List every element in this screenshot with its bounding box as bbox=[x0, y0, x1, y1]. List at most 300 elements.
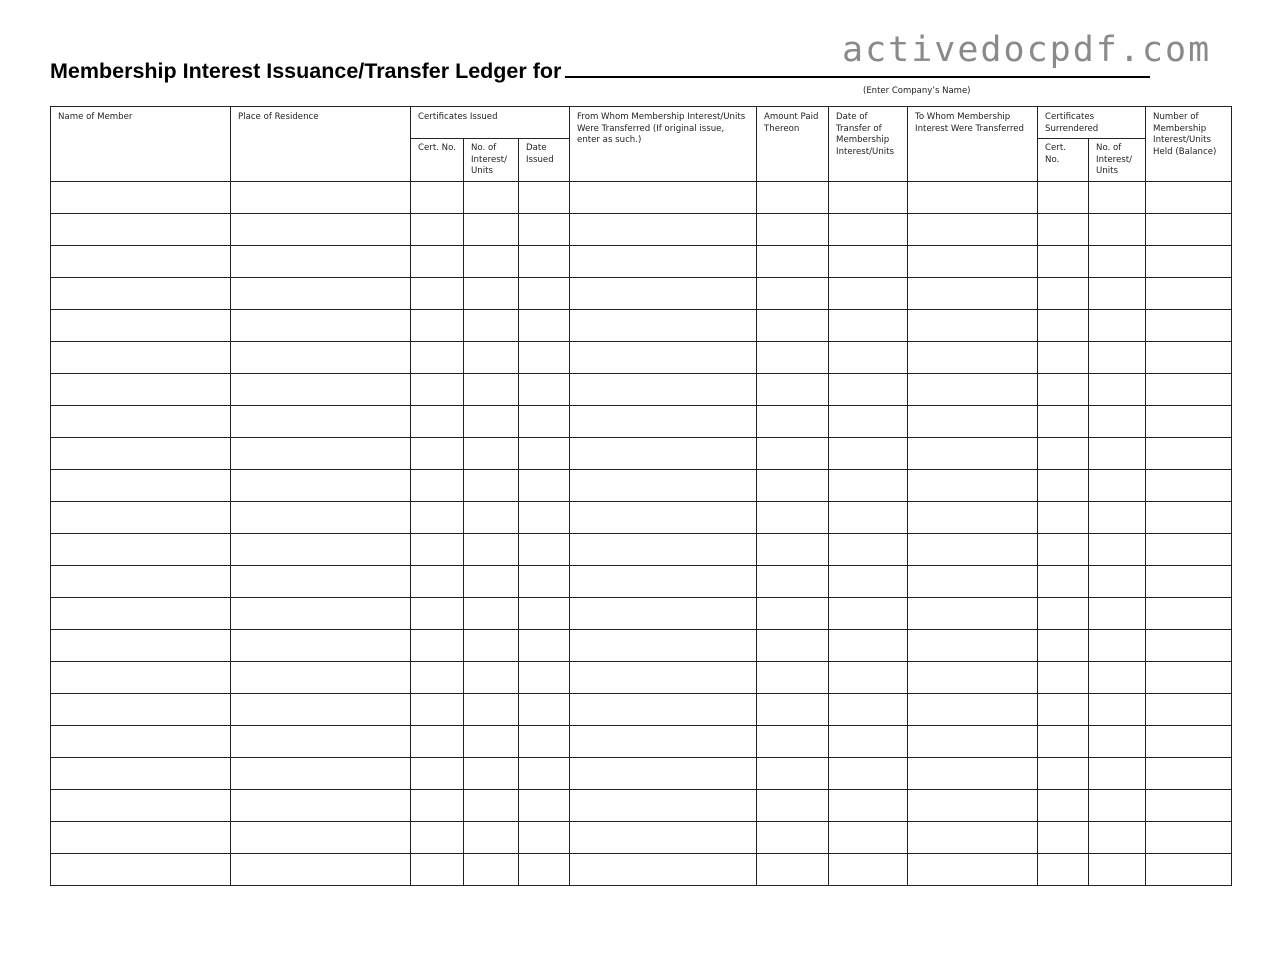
amount-paid-cell[interactable] bbox=[757, 373, 829, 405]
name-of-member-cell[interactable] bbox=[51, 853, 231, 885]
col-header-place-of-residence: Place of Residence bbox=[231, 107, 411, 182]
name-of-member-cell[interactable] bbox=[51, 469, 231, 501]
amount-paid-cell[interactable] bbox=[757, 821, 829, 853]
col-header-surrendered-cert-no: Cert. No. bbox=[1038, 139, 1089, 182]
place-of-residence-cell[interactable] bbox=[231, 533, 411, 565]
surrendered-cert-no-cell[interactable] bbox=[1038, 853, 1089, 885]
place-of-residence-cell[interactable] bbox=[231, 469, 411, 501]
place-of-residence-cell[interactable] bbox=[231, 181, 411, 213]
from-whom-cell[interactable] bbox=[570, 853, 757, 885]
date-of-transfer-cell[interactable] bbox=[829, 373, 908, 405]
name-of-member-cell[interactable] bbox=[51, 245, 231, 277]
ledger-row bbox=[51, 821, 1232, 853]
ledger-row bbox=[51, 757, 1232, 789]
date-issued-cell[interactable] bbox=[519, 277, 570, 309]
surrendered-cert-no-cell[interactable] bbox=[1038, 725, 1089, 757]
from-whom-cell[interactable] bbox=[570, 821, 757, 853]
name-of-member-cell[interactable] bbox=[51, 821, 231, 853]
balance-cell[interactable] bbox=[1146, 405, 1232, 437]
surrendered-no-of-interest-units-cell[interactable] bbox=[1089, 181, 1146, 213]
amount-paid-cell[interactable] bbox=[757, 597, 829, 629]
ledger-row bbox=[51, 373, 1232, 405]
name-of-member-cell[interactable] bbox=[51, 501, 231, 533]
ledger-row bbox=[51, 437, 1232, 469]
to-whom-cell[interactable] bbox=[908, 213, 1038, 245]
no-of-interest-units-cell[interactable] bbox=[464, 853, 519, 885]
cert-no-cell[interactable] bbox=[411, 789, 464, 821]
surrendered-no-of-interest-units-cell[interactable] bbox=[1089, 501, 1146, 533]
place-of-residence-cell[interactable] bbox=[231, 309, 411, 341]
amount-paid-cell[interactable] bbox=[757, 501, 829, 533]
no-of-interest-units-cell[interactable] bbox=[464, 437, 519, 469]
name-of-member-cell[interactable] bbox=[51, 757, 231, 789]
surrendered-no-of-interest-units-cell[interactable] bbox=[1089, 853, 1146, 885]
date-issued-cell[interactable] bbox=[519, 725, 570, 757]
no-of-interest-units-cell[interactable] bbox=[464, 565, 519, 597]
ledger-row bbox=[51, 501, 1232, 533]
place-of-residence-cell[interactable] bbox=[231, 277, 411, 309]
col-header-certificates-issued: Certificates Issued bbox=[411, 107, 570, 139]
col-header-surrendered-no-of-interest-units: No. of Interest/ Units bbox=[1089, 139, 1146, 182]
to-whom-cell[interactable] bbox=[908, 373, 1038, 405]
place-of-residence-cell[interactable] bbox=[231, 661, 411, 693]
name-of-member-cell[interactable] bbox=[51, 725, 231, 757]
from-whom-cell[interactable] bbox=[570, 405, 757, 437]
balance-cell[interactable] bbox=[1146, 661, 1232, 693]
date-issued-cell[interactable] bbox=[519, 437, 570, 469]
balance-cell[interactable] bbox=[1146, 757, 1232, 789]
col-header-certificates-surrendered: Certificates Surrendered bbox=[1038, 107, 1146, 139]
to-whom-cell[interactable] bbox=[908, 181, 1038, 213]
place-of-residence-cell[interactable] bbox=[231, 789, 411, 821]
from-whom-cell[interactable] bbox=[570, 789, 757, 821]
name-of-member-cell[interactable] bbox=[51, 213, 231, 245]
date-issued-cell[interactable] bbox=[519, 565, 570, 597]
surrendered-cert-no-cell[interactable] bbox=[1038, 789, 1089, 821]
place-of-residence-cell[interactable] bbox=[231, 565, 411, 597]
surrendered-no-of-interest-units-cell[interactable] bbox=[1089, 693, 1146, 725]
name-of-member-cell[interactable] bbox=[51, 661, 231, 693]
from-whom-cell[interactable] bbox=[570, 309, 757, 341]
cert-no-cell[interactable] bbox=[411, 245, 464, 277]
no-of-interest-units-cell[interactable] bbox=[464, 309, 519, 341]
place-of-residence-cell[interactable] bbox=[231, 373, 411, 405]
balance-cell[interactable] bbox=[1146, 469, 1232, 501]
to-whom-cell[interactable] bbox=[908, 405, 1038, 437]
cert-no-cell[interactable] bbox=[411, 213, 464, 245]
balance-cell[interactable] bbox=[1146, 341, 1232, 373]
company-name-hint: (Enter Company’s Name) bbox=[863, 86, 971, 96]
no-of-interest-units-cell[interactable] bbox=[464, 405, 519, 437]
from-whom-cell[interactable] bbox=[570, 757, 757, 789]
to-whom-cell[interactable] bbox=[908, 277, 1038, 309]
surrendered-cert-no-cell[interactable] bbox=[1038, 597, 1089, 629]
date-of-transfer-cell[interactable] bbox=[829, 309, 908, 341]
cert-no-cell[interactable] bbox=[411, 853, 464, 885]
ledger-row bbox=[51, 725, 1232, 757]
date-issued-cell[interactable] bbox=[519, 501, 570, 533]
from-whom-cell[interactable] bbox=[570, 693, 757, 725]
to-whom-cell[interactable] bbox=[908, 437, 1038, 469]
surrendered-no-of-interest-units-cell[interactable] bbox=[1089, 725, 1146, 757]
no-of-interest-units-cell[interactable] bbox=[464, 821, 519, 853]
name-of-member-cell[interactable] bbox=[51, 693, 231, 725]
amount-paid-cell[interactable] bbox=[757, 277, 829, 309]
col-header-name-of-member: Name of Member bbox=[51, 107, 231, 182]
surrendered-no-of-interest-units-cell[interactable] bbox=[1089, 533, 1146, 565]
ledger-row bbox=[51, 213, 1232, 245]
surrendered-cert-no-cell[interactable] bbox=[1038, 341, 1089, 373]
balance-cell[interactable] bbox=[1146, 789, 1232, 821]
no-of-interest-units-cell[interactable] bbox=[464, 757, 519, 789]
surrendered-no-of-interest-units-cell[interactable] bbox=[1089, 309, 1146, 341]
col-header-amount-paid: Amount Paid Thereon bbox=[757, 107, 829, 182]
to-whom-cell[interactable] bbox=[908, 693, 1038, 725]
no-of-interest-units-cell[interactable] bbox=[464, 181, 519, 213]
cert-no-cell[interactable] bbox=[411, 693, 464, 725]
amount-paid-cell[interactable] bbox=[757, 533, 829, 565]
name-of-member-cell[interactable] bbox=[51, 565, 231, 597]
col-header-cert-no: Cert. No. bbox=[411, 139, 464, 182]
date-issued-cell[interactable] bbox=[519, 405, 570, 437]
amount-paid-cell[interactable] bbox=[757, 437, 829, 469]
date-of-transfer-cell[interactable] bbox=[829, 757, 908, 789]
balance-cell[interactable] bbox=[1146, 277, 1232, 309]
amount-paid-cell[interactable] bbox=[757, 245, 829, 277]
surrendered-no-of-interest-units-cell[interactable] bbox=[1089, 245, 1146, 277]
from-whom-cell[interactable] bbox=[570, 565, 757, 597]
from-whom-cell[interactable] bbox=[570, 341, 757, 373]
date-issued-cell[interactable] bbox=[519, 661, 570, 693]
surrendered-cert-no-cell[interactable] bbox=[1038, 437, 1089, 469]
to-whom-cell[interactable] bbox=[908, 565, 1038, 597]
surrendered-cert-no-cell[interactable] bbox=[1038, 277, 1089, 309]
balance-cell[interactable] bbox=[1146, 213, 1232, 245]
date-issued-cell[interactable] bbox=[519, 597, 570, 629]
date-issued-cell[interactable] bbox=[519, 341, 570, 373]
surrendered-cert-no-cell[interactable] bbox=[1038, 757, 1089, 789]
place-of-residence-cell[interactable] bbox=[231, 213, 411, 245]
place-of-residence-cell[interactable] bbox=[231, 853, 411, 885]
balance-cell[interactable] bbox=[1146, 437, 1232, 469]
surrendered-no-of-interest-units-cell[interactable] bbox=[1089, 373, 1146, 405]
surrendered-no-of-interest-units-cell[interactable] bbox=[1089, 341, 1146, 373]
name-of-member-cell[interactable] bbox=[51, 629, 231, 661]
cert-no-cell[interactable] bbox=[411, 629, 464, 661]
date-of-transfer-cell[interactable] bbox=[829, 501, 908, 533]
no-of-interest-units-cell[interactable] bbox=[464, 373, 519, 405]
to-whom-cell[interactable] bbox=[908, 757, 1038, 789]
to-whom-cell[interactable] bbox=[908, 533, 1038, 565]
date-of-transfer-cell[interactable] bbox=[829, 213, 908, 245]
from-whom-cell[interactable] bbox=[570, 277, 757, 309]
place-of-residence-cell[interactable] bbox=[231, 405, 411, 437]
date-issued-cell[interactable] bbox=[519, 373, 570, 405]
ledger-row bbox=[51, 309, 1232, 341]
watermark: activedocpdf.com bbox=[842, 30, 1212, 70]
to-whom-cell[interactable] bbox=[908, 501, 1038, 533]
amount-paid-cell[interactable] bbox=[757, 309, 829, 341]
company-name-blank[interactable] bbox=[565, 58, 1150, 78]
ledger-row bbox=[51, 181, 1232, 213]
date-of-transfer-cell[interactable] bbox=[829, 629, 908, 661]
col-header-balance: Number of Membership Interest/Units Held (Balance) bbox=[1146, 107, 1232, 182]
ledger-row bbox=[51, 533, 1232, 565]
date-issued-cell[interactable] bbox=[519, 693, 570, 725]
amount-paid-cell[interactable] bbox=[757, 757, 829, 789]
balance-cell[interactable] bbox=[1146, 629, 1232, 661]
date-of-transfer-cell[interactable] bbox=[829, 405, 908, 437]
date-issued-cell[interactable] bbox=[519, 821, 570, 853]
cert-no-cell[interactable] bbox=[411, 373, 464, 405]
surrendered-no-of-interest-units-cell[interactable] bbox=[1089, 629, 1146, 661]
balance-cell[interactable] bbox=[1146, 693, 1232, 725]
surrendered-no-of-interest-units-cell[interactable] bbox=[1089, 469, 1146, 501]
to-whom-cell[interactable] bbox=[908, 725, 1038, 757]
balance-cell[interactable] bbox=[1146, 181, 1232, 213]
date-issued-cell[interactable] bbox=[519, 181, 570, 213]
cert-no-cell[interactable] bbox=[411, 533, 464, 565]
name-of-member-cell[interactable] bbox=[51, 597, 231, 629]
surrendered-no-of-interest-units-cell[interactable] bbox=[1089, 757, 1146, 789]
amount-paid-cell[interactable] bbox=[757, 629, 829, 661]
surrendered-no-of-interest-units-cell[interactable] bbox=[1089, 821, 1146, 853]
date-of-transfer-cell[interactable] bbox=[829, 693, 908, 725]
from-whom-cell[interactable] bbox=[570, 629, 757, 661]
surrendered-no-of-interest-units-cell[interactable] bbox=[1089, 565, 1146, 597]
to-whom-cell[interactable] bbox=[908, 469, 1038, 501]
amount-paid-cell[interactable] bbox=[757, 469, 829, 501]
date-of-transfer-cell[interactable] bbox=[829, 661, 908, 693]
no-of-interest-units-cell[interactable] bbox=[464, 501, 519, 533]
no-of-interest-units-cell[interactable] bbox=[464, 469, 519, 501]
date-issued-cell[interactable] bbox=[519, 245, 570, 277]
cert-no-cell[interactable] bbox=[411, 565, 464, 597]
date-issued-cell[interactable] bbox=[519, 309, 570, 341]
cert-no-cell[interactable] bbox=[411, 181, 464, 213]
date-issued-cell[interactable] bbox=[519, 853, 570, 885]
date-of-transfer-cell[interactable] bbox=[829, 597, 908, 629]
place-of-residence-cell[interactable] bbox=[231, 629, 411, 661]
balance-cell[interactable] bbox=[1146, 309, 1232, 341]
date-of-transfer-cell[interactable] bbox=[829, 533, 908, 565]
place-of-residence-cell[interactable] bbox=[231, 597, 411, 629]
ledger-title-line bbox=[50, 58, 1150, 84]
amount-paid-cell[interactable] bbox=[757, 565, 829, 597]
to-whom-cell[interactable] bbox=[908, 789, 1038, 821]
no-of-interest-units-cell[interactable] bbox=[464, 277, 519, 309]
name-of-member-cell[interactable] bbox=[51, 533, 231, 565]
name-of-member-cell[interactable] bbox=[51, 405, 231, 437]
name-of-member-cell[interactable] bbox=[51, 437, 231, 469]
balance-cell[interactable] bbox=[1146, 597, 1232, 629]
surrendered-cert-no-cell[interactable] bbox=[1038, 373, 1089, 405]
balance-cell[interactable] bbox=[1146, 533, 1232, 565]
ledger-row bbox=[51, 469, 1232, 501]
amount-paid-cell[interactable] bbox=[757, 725, 829, 757]
date-issued-cell[interactable] bbox=[519, 213, 570, 245]
to-whom-cell[interactable] bbox=[908, 661, 1038, 693]
cert-no-cell[interactable] bbox=[411, 341, 464, 373]
surrendered-cert-no-cell[interactable] bbox=[1038, 661, 1089, 693]
to-whom-cell[interactable] bbox=[908, 629, 1038, 661]
surrendered-cert-no-cell[interactable] bbox=[1038, 533, 1089, 565]
balance-cell[interactable] bbox=[1146, 853, 1232, 885]
name-of-member-cell[interactable] bbox=[51, 309, 231, 341]
no-of-interest-units-cell[interactable] bbox=[464, 693, 519, 725]
surrendered-cert-no-cell[interactable] bbox=[1038, 629, 1089, 661]
surrendered-cert-no-cell[interactable] bbox=[1038, 309, 1089, 341]
no-of-interest-units-cell[interactable] bbox=[464, 661, 519, 693]
amount-paid-cell[interactable] bbox=[757, 213, 829, 245]
date-of-transfer-cell[interactable] bbox=[829, 821, 908, 853]
amount-paid-cell[interactable] bbox=[757, 405, 829, 437]
balance-cell[interactable] bbox=[1146, 565, 1232, 597]
date-issued-cell[interactable] bbox=[519, 469, 570, 501]
to-whom-cell[interactable] bbox=[908, 821, 1038, 853]
place-of-residence-cell[interactable] bbox=[231, 245, 411, 277]
balance-cell[interactable] bbox=[1146, 373, 1232, 405]
balance-cell[interactable] bbox=[1146, 821, 1232, 853]
cert-no-cell[interactable] bbox=[411, 661, 464, 693]
to-whom-cell[interactable] bbox=[908, 341, 1038, 373]
surrendered-no-of-interest-units-cell[interactable] bbox=[1089, 277, 1146, 309]
cert-no-cell[interactable] bbox=[411, 725, 464, 757]
place-of-residence-cell[interactable] bbox=[231, 341, 411, 373]
date-of-transfer-cell[interactable] bbox=[829, 789, 908, 821]
balance-cell[interactable] bbox=[1146, 725, 1232, 757]
date-issued-cell[interactable] bbox=[519, 757, 570, 789]
from-whom-cell[interactable] bbox=[570, 437, 757, 469]
surrendered-no-of-interest-units-cell[interactable] bbox=[1089, 597, 1146, 629]
col-header-no-of-interest-units: No. of Interest/ Units bbox=[464, 139, 519, 182]
date-of-transfer-cell[interactable] bbox=[829, 341, 908, 373]
cert-no-cell[interactable] bbox=[411, 597, 464, 629]
from-whom-cell[interactable] bbox=[570, 181, 757, 213]
place-of-residence-cell[interactable] bbox=[231, 757, 411, 789]
surrendered-cert-no-cell[interactable] bbox=[1038, 565, 1089, 597]
surrendered-cert-no-cell[interactable] bbox=[1038, 213, 1089, 245]
surrendered-cert-no-cell[interactable] bbox=[1038, 405, 1089, 437]
cert-no-cell[interactable] bbox=[411, 501, 464, 533]
ledger-row bbox=[51, 789, 1232, 821]
name-of-member-cell[interactable] bbox=[51, 277, 231, 309]
no-of-interest-units-cell[interactable] bbox=[464, 341, 519, 373]
ledger-row bbox=[51, 629, 1232, 661]
place-of-residence-cell[interactable] bbox=[231, 437, 411, 469]
from-whom-cell[interactable] bbox=[570, 533, 757, 565]
from-whom-cell[interactable] bbox=[570, 469, 757, 501]
surrendered-cert-no-cell[interactable] bbox=[1038, 821, 1089, 853]
amount-paid-cell[interactable] bbox=[757, 181, 829, 213]
date-issued-cell[interactable] bbox=[519, 533, 570, 565]
balance-cell[interactable] bbox=[1146, 501, 1232, 533]
no-of-interest-units-cell[interactable] bbox=[464, 597, 519, 629]
surrendered-cert-no-cell[interactable] bbox=[1038, 245, 1089, 277]
surrendered-no-of-interest-units-cell[interactable] bbox=[1089, 437, 1146, 469]
name-of-member-cell[interactable] bbox=[51, 181, 231, 213]
no-of-interest-units-cell[interactable] bbox=[464, 245, 519, 277]
from-whom-cell[interactable] bbox=[570, 373, 757, 405]
ledger-row bbox=[51, 661, 1232, 693]
no-of-interest-units-cell[interactable] bbox=[464, 533, 519, 565]
to-whom-cell[interactable] bbox=[908, 309, 1038, 341]
from-whom-cell[interactable] bbox=[570, 661, 757, 693]
no-of-interest-units-cell[interactable] bbox=[464, 789, 519, 821]
to-whom-cell[interactable] bbox=[908, 597, 1038, 629]
date-issued-cell[interactable] bbox=[519, 789, 570, 821]
name-of-member-cell[interactable] bbox=[51, 373, 231, 405]
from-whom-cell[interactable] bbox=[570, 501, 757, 533]
date-of-transfer-cell[interactable] bbox=[829, 725, 908, 757]
surrendered-no-of-interest-units-cell[interactable] bbox=[1089, 405, 1146, 437]
date-of-transfer-cell[interactable] bbox=[829, 277, 908, 309]
place-of-residence-cell[interactable] bbox=[231, 725, 411, 757]
amount-paid-cell[interactable] bbox=[757, 853, 829, 885]
date-of-transfer-cell[interactable] bbox=[829, 853, 908, 885]
date-of-transfer-cell[interactable] bbox=[829, 565, 908, 597]
place-of-residence-cell[interactable] bbox=[231, 693, 411, 725]
surrendered-no-of-interest-units-cell[interactable] bbox=[1089, 213, 1146, 245]
from-whom-cell[interactable] bbox=[570, 213, 757, 245]
page-title: Membership Interest Issuance/Transfer Ledger for bbox=[50, 59, 562, 83]
cert-no-cell[interactable] bbox=[411, 405, 464, 437]
amount-paid-cell[interactable] bbox=[757, 661, 829, 693]
cert-no-cell[interactable] bbox=[411, 821, 464, 853]
amount-paid-cell[interactable] bbox=[757, 789, 829, 821]
to-whom-cell[interactable] bbox=[908, 245, 1038, 277]
ledger-row bbox=[51, 597, 1232, 629]
date-of-transfer-cell[interactable] bbox=[829, 469, 908, 501]
surrendered-cert-no-cell[interactable] bbox=[1038, 181, 1089, 213]
cert-no-cell[interactable] bbox=[411, 469, 464, 501]
ledger-row bbox=[51, 277, 1232, 309]
from-whom-cell[interactable] bbox=[570, 245, 757, 277]
ledger-body bbox=[51, 181, 1232, 885]
surrendered-cert-no-cell[interactable] bbox=[1038, 693, 1089, 725]
cert-no-cell[interactable] bbox=[411, 309, 464, 341]
cert-no-cell[interactable] bbox=[411, 437, 464, 469]
ledger-table bbox=[50, 106, 1232, 886]
amount-paid-cell[interactable] bbox=[757, 341, 829, 373]
ledger-row bbox=[51, 565, 1232, 597]
surrendered-cert-no-cell[interactable] bbox=[1038, 501, 1089, 533]
date-of-transfer-cell[interactable] bbox=[829, 245, 908, 277]
name-of-member-cell[interactable] bbox=[51, 341, 231, 373]
name-of-member-cell[interactable] bbox=[51, 789, 231, 821]
no-of-interest-units-cell[interactable] bbox=[464, 213, 519, 245]
header-row-1 bbox=[51, 107, 1232, 139]
surrendered-no-of-interest-units-cell[interactable] bbox=[1089, 661, 1146, 693]
from-whom-cell[interactable] bbox=[570, 725, 757, 757]
date-of-transfer-cell[interactable] bbox=[829, 181, 908, 213]
surrendered-no-of-interest-units-cell[interactable] bbox=[1089, 789, 1146, 821]
date-issued-cell[interactable] bbox=[519, 629, 570, 661]
to-whom-cell[interactable] bbox=[908, 853, 1038, 885]
cert-no-cell[interactable] bbox=[411, 757, 464, 789]
from-whom-cell[interactable] bbox=[570, 597, 757, 629]
date-of-transfer-cell[interactable] bbox=[829, 437, 908, 469]
amount-paid-cell[interactable] bbox=[757, 693, 829, 725]
balance-cell[interactable] bbox=[1146, 245, 1232, 277]
ledger-row bbox=[51, 405, 1232, 437]
cert-no-cell[interactable] bbox=[411, 277, 464, 309]
no-of-interest-units-cell[interactable] bbox=[464, 629, 519, 661]
place-of-residence-cell[interactable] bbox=[231, 501, 411, 533]
surrendered-cert-no-cell[interactable] bbox=[1038, 469, 1089, 501]
place-of-residence-cell[interactable] bbox=[231, 821, 411, 853]
no-of-interest-units-cell[interactable] bbox=[464, 725, 519, 757]
